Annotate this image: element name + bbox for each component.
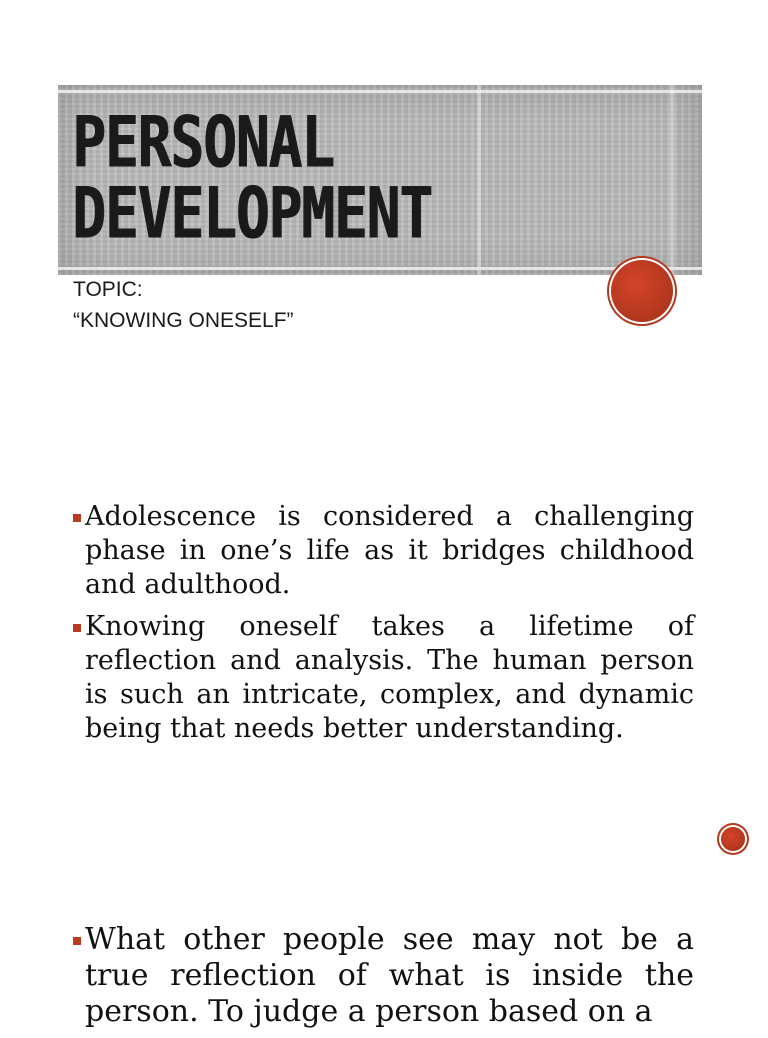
bullet-item (72, 500, 694, 602)
bullet-list (72, 500, 694, 754)
bullet-list (72, 922, 694, 1038)
title-banner (58, 85, 702, 275)
square-bullet-icon (73, 624, 81, 632)
square-bullet-icon (73, 937, 81, 945)
banner-divider (477, 85, 481, 275)
bullet-text: Knowing oneself takes a lifetime of reflection and analysis. The human person is such an intricate, complex, and dynamic being that needs better understanding. (85, 611, 694, 744)
bullet-item (72, 922, 694, 1030)
subtitle-topic-name: “KNOWING ONESELF” (73, 309, 294, 332)
accent-circle-icon (611, 260, 673, 322)
title-slide (0, 0, 768, 460)
bullet-item (72, 610, 694, 746)
bullet-text: Adolescence is considered a challenging phase in one’s life as it bridges childhood and adulthood. (85, 501, 694, 600)
accent-circle-icon (721, 827, 745, 851)
subtitle-topic-label: TOPIC: (73, 278, 143, 301)
banner-bottom-stripe (58, 267, 702, 270)
banner-divider (670, 85, 674, 275)
bullet-text: What other people see may not be a true reflection of what is inside the person. To judge a person based on a (85, 922, 694, 1029)
content-slide (0, 460, 768, 1029)
square-bullet-icon (73, 514, 81, 522)
title-line-development: DEVELOPMENT (72, 173, 432, 255)
title-line-personal: PERSONAL (72, 102, 334, 184)
banner-top-stripe (58, 90, 702, 93)
